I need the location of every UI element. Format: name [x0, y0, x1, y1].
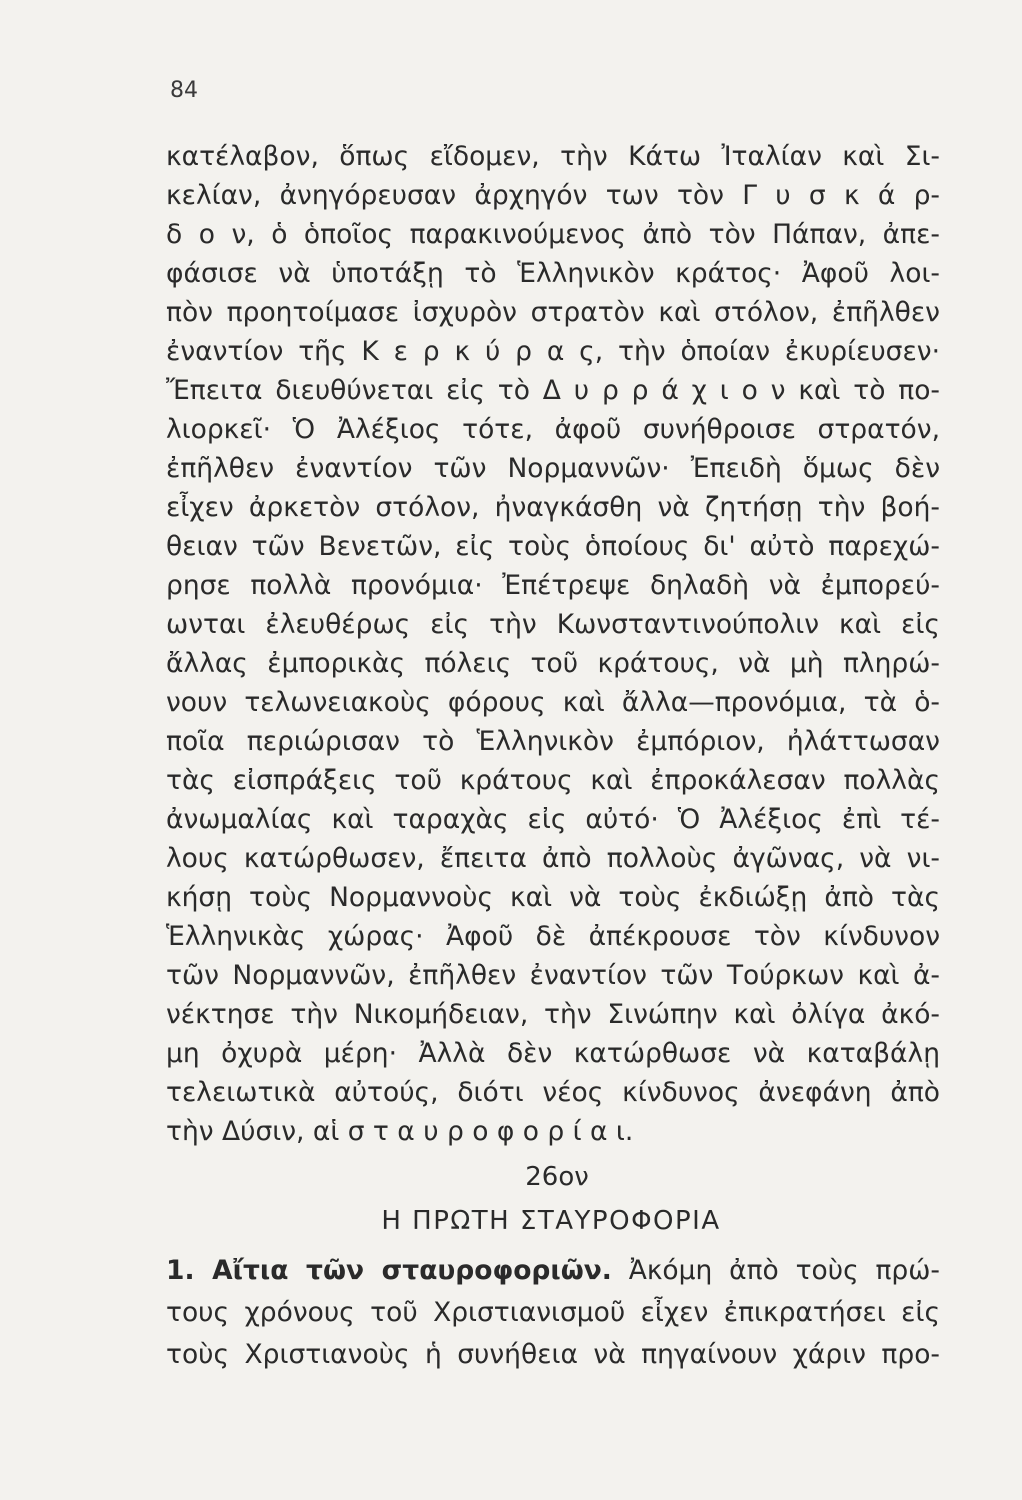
text-line: κήσῃ τοὺς Νορμαννοὺς καὶ νὰ τοὺς ἐκδιώξῃ ἀπὸ τὰς	[166, 882, 940, 913]
section-first-line-text: Ἀκόμη ἀπὸ τοὺς πρώ-	[628, 1255, 940, 1286]
text-line: νέκτησε τὴν Νικομήδειαν, τὴν Σινώπην καὶ ὀλίγα ἀκό-	[166, 999, 940, 1030]
text-line: ωνται ἐλευθέρως εἰς τὴν Κωνσταντινούπολιν καὶ εἰς	[166, 609, 940, 640]
text-line: τελειωτικὰ αὐτούς, διότι νέος κίνδυνος ἀνεφάνη ἀπὸ	[166, 1077, 940, 1108]
text-line: Ἔπειτα διευθύνεται εἰς τὸ Δ υ ρ ρ ά χ ι ο ν καὶ τὸ πο-	[166, 375, 940, 406]
section-first-line	[166, 1250, 940, 1292]
text-line: ρησε πολλὰ προνόμια· Ἐπέτρεψε δηλαδὴ νὰ ἐμπορεύ-	[166, 570, 940, 601]
text-line: ἀνωμαλίας καὶ ταραχὰς εἰς αὐτό· Ὁ Ἀλέξιος ἐπὶ τέ-	[166, 804, 940, 835]
text-line: κελίαν, ἀνηγόρευσαν ἀρχηγόν των τὸν Γ υ σ κ ά ρ-	[166, 180, 940, 211]
body-paragraph	[166, 137, 940, 1151]
text-line: λους κατώρθωσεν, ἔπειτα ἀπὸ πολλοὺς ἀγῶνας, νὰ νι-	[166, 843, 940, 874]
text-line: τῶν Νορμαννῶν, ἐπῆλθεν ἐναντίον τῶν Τούρκων καὶ ἀ-	[166, 960, 940, 991]
text-line: εἶχεν ἀρκετὸν στόλον, ἠναγκάσθη νὰ ζητήσῃ τὴν βοή-	[166, 492, 940, 523]
chapter-title: Η ΠΡΩΤΗ ΣΤΑΥΡΟΦΟΡΙΑ	[381, 1206, 721, 1236]
section-paragraph	[166, 1250, 940, 1376]
text-line: φάσισε νὰ ὑποτάξῃ τὸ Ἑλληνικὸν κράτος· Ἀφοῦ λοι-	[166, 258, 940, 289]
text-line: ποῖα περιώρισαν τὸ Ἑλληνικὸν ἐμπόριον, ἠλάττωσαν	[166, 726, 940, 757]
chapter-number: 26ον	[525, 1162, 589, 1192]
text-line: μη ὀχυρὰ μέρη· Ἀλλὰ δὲν κατώρθωσε νὰ καταβάλῃ	[166, 1038, 940, 1069]
text-line: τὰς εἰσπράξεις τοῦ κράτους καὶ ἐπροκάλεσαν πολλὰς	[166, 765, 940, 796]
section-line: τους χρόνους τοῦ Χριστιανισμοῦ εἶχεν ἐπικρατήσει εἰς	[166, 1297, 940, 1328]
text-line: κατέλαβον, ὅπως εἴδομεν, τὴν Κάτω Ἰταλίαν καὶ Σι-	[166, 141, 940, 172]
text-line: Ἑλληνικὰς χώρας· Ἀφοῦ δὲ ἀπέκρουσε τὸν κίνδυνον	[166, 921, 940, 952]
text-line: πὸν προητοίμασε ἰσχυρὸν στρατὸν καὶ στόλον, ἐπῆλθεν	[166, 297, 940, 328]
section-heading: 1. Αἴτια τῶν σταυροφοριῶν.	[166, 1255, 612, 1286]
text-line: θειαν τῶν Βενετῶν, εἰς τοὺς ὁποίους δι' αὐτὸ παρεχώ-	[166, 531, 940, 562]
text-line: ἐπῆλθεν ἐναντίον τῶν Νορμαννῶν· Ἐπειδὴ ὅμως δὲν	[166, 453, 940, 484]
text-line: λιορκεῖ· Ὁ Ἀλέξιος τότε, ἀφοῦ συνήθροισε στρατόν,	[166, 414, 940, 445]
text-line: ἄλλας ἐμπορικὰς πόλεις τοῦ κράτους, νὰ μὴ πληρώ-	[166, 648, 940, 679]
text-line: δ ο ν, ὁ ὁποῖος παρακινούμενος ἀπὸ τὸν Πάπαν, ἀπε-	[166, 219, 940, 250]
section-line: τοὺς Χριστιανοὺς ἡ συνήθεια νὰ πηγαίνουν χάριν προ-	[166, 1339, 940, 1370]
text-line: νουν τελωνειακοὺς φόρους καὶ ἄλλα—προνόμια, τὰ ὁ-	[166, 687, 940, 718]
text-line: ἐναντίον τῆς Κ ε ρ κ ύ ρ α ς, τὴν ὁποίαν ἐκυρίευσεν·	[166, 336, 940, 367]
page-number: 84	[170, 78, 198, 103]
text-line: τὴν Δύσιν, αἱ σ τ α υ ρ ο φ ο ρ ί α ι.	[166, 1116, 634, 1147]
